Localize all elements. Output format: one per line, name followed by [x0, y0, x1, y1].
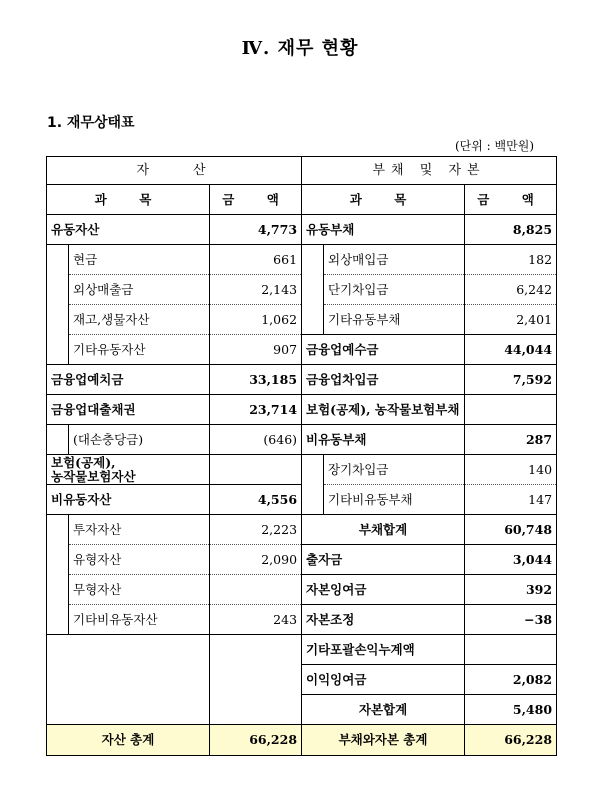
other-noncurrent-assets-value: 243 — [210, 605, 302, 635]
noncurrent-assets-value: 4,556 — [210, 485, 302, 515]
other-current-assets-label: 기타유동자산 — [69, 335, 210, 365]
table-row — [47, 335, 557, 365]
cash-label: 현금 — [69, 245, 210, 275]
financial-deposits-received-label: 금융업예수금 — [302, 335, 465, 365]
balance-sheet-table — [46, 156, 557, 756]
table-row — [47, 485, 557, 515]
current-assets-value: 4,773 — [210, 215, 302, 245]
table-row — [47, 215, 557, 245]
current-assets-label: 유동자산 — [47, 215, 210, 245]
total-liabilities-equity-label: 부채와자본 총계 — [302, 725, 465, 756]
investment-assets-label: 투자자산 — [69, 515, 210, 545]
table-row — [47, 455, 557, 485]
table-row — [47, 605, 557, 635]
insurance-assets-label: 보험(공제), 농작물보험자산 — [47, 455, 210, 485]
current-liabilities-label: 유동부채 — [302, 215, 465, 245]
noncurrent-assets-label: 비유동자산 — [47, 485, 210, 515]
total-liabilities-label: 부채합계 — [302, 515, 465, 545]
table-row — [47, 575, 557, 605]
other-noncurrent-liabilities-label: 기타비유동부채 — [324, 485, 465, 515]
table-row — [47, 395, 557, 425]
total-liabilities-equity-value: 66,228 — [465, 725, 557, 756]
other-current-assets-value: 907 — [210, 335, 302, 365]
short-term-borrowings-label: 단기차입금 — [324, 275, 465, 305]
insurance-assets-value — [210, 455, 302, 485]
investment-assets-value: 2,223 — [210, 515, 302, 545]
financial-deposits-received-value: 44,044 — [465, 335, 557, 365]
financial-borrowings-value: 7,592 — [465, 365, 557, 395]
empty-assets-value-cell — [210, 635, 302, 725]
capital-adjustments-label: 자본조정 — [302, 605, 465, 635]
table-row — [47, 245, 557, 275]
capital-surplus-value: 392 — [465, 575, 557, 605]
long-term-borrowings-value: 140 — [465, 455, 557, 485]
empty-assets-cell — [47, 635, 210, 725]
totals-row — [47, 725, 557, 756]
table-row — [47, 275, 557, 305]
insurance-liabilities-value — [465, 395, 557, 425]
intangible-assets-value — [210, 575, 302, 605]
retained-earnings-label: 이익잉여금 — [302, 665, 465, 695]
table-row — [47, 305, 557, 335]
table-row — [47, 425, 557, 455]
left-amount-header: 금 액 — [210, 185, 302, 215]
retained-earnings-value: 2,082 — [465, 665, 557, 695]
noncurrent-liabilities-value: 287 — [465, 425, 557, 455]
inventory-bio-assets-value: 1,062 — [210, 305, 302, 335]
aoci-value — [465, 635, 557, 665]
financial-loans-label: 금융업대출채권 — [47, 395, 210, 425]
total-assets-value: 66,228 — [210, 725, 302, 756]
intangible-assets-label: 무형자산 — [69, 575, 210, 605]
accounts-receivable-value: 2,143 — [210, 275, 302, 305]
current-liabilities-value: 8,825 — [465, 215, 557, 245]
other-current-liabilities-label: 기타유동부채 — [324, 305, 465, 335]
total-liabilities-value: 60,748 — [465, 515, 557, 545]
loan-loss-allowance-value: (646) — [210, 425, 302, 455]
other-noncurrent-liabilities-value: 147 — [465, 485, 557, 515]
short-term-borrowings-value: 6,242 — [465, 275, 557, 305]
noncurrent-liabilities-label: 비유동부채 — [302, 425, 465, 455]
section-title: 1. 재무상태표 — [47, 115, 135, 131]
accounts-payable-label: 외상매입금 — [324, 245, 465, 275]
liabilities-equity-header: 부채 및 자본 — [302, 157, 557, 185]
financial-borrowings-label: 금융업차입금 — [302, 365, 465, 395]
table-row — [47, 515, 557, 545]
left-item-header: 과 목 — [47, 185, 210, 215]
capital-surplus-label: 자본잉여금 — [302, 575, 465, 605]
accounts-receivable-label: 외상매출금 — [69, 275, 210, 305]
loan-loss-allowance-label: (대손충당금) — [69, 425, 210, 455]
total-equity-value: 5,480 — [465, 695, 557, 725]
total-assets-label: 자산 총계 — [47, 725, 210, 756]
financial-deposits-label: 금융업예치금 — [47, 365, 210, 395]
right-item-header: 과 목 — [302, 185, 465, 215]
table-row — [47, 635, 557, 665]
cash-value: 661 — [210, 245, 302, 275]
capital-contributions-value: 3,044 — [465, 545, 557, 575]
other-current-liabilities-value: 2,401 — [465, 305, 557, 335]
accounts-payable-value: 182 — [465, 245, 557, 275]
assets-header: 자 산 — [47, 157, 302, 185]
page-title: Ⅳ. 재무 현황 — [241, 38, 359, 59]
right-amount-header: 금 액 — [465, 185, 557, 215]
table-row — [47, 545, 557, 575]
insurance-liabilities-label: 보험(공제), 농작물보험부채 — [302, 395, 465, 425]
table-row — [47, 365, 557, 395]
tangible-assets-value: 2,090 — [210, 545, 302, 575]
inventory-bio-assets-label: 재고,생물자산 — [69, 305, 210, 335]
capital-contributions-label: 출자금 — [302, 545, 465, 575]
financial-deposits-value: 33,185 — [210, 365, 302, 395]
tangible-assets-label: 유형자산 — [69, 545, 210, 575]
long-term-borrowings-label: 장기차입금 — [324, 455, 465, 485]
capital-adjustments-value: −38 — [465, 605, 557, 635]
total-equity-label: 자본합계 — [302, 695, 465, 725]
unit-label: (단위 : 백만원) — [455, 139, 534, 153]
financial-loans-value: 23,714 — [210, 395, 302, 425]
aoci-label: 기타포괄손익누계액 — [302, 635, 465, 665]
other-noncurrent-assets-label: 기타비유동자산 — [69, 605, 210, 635]
